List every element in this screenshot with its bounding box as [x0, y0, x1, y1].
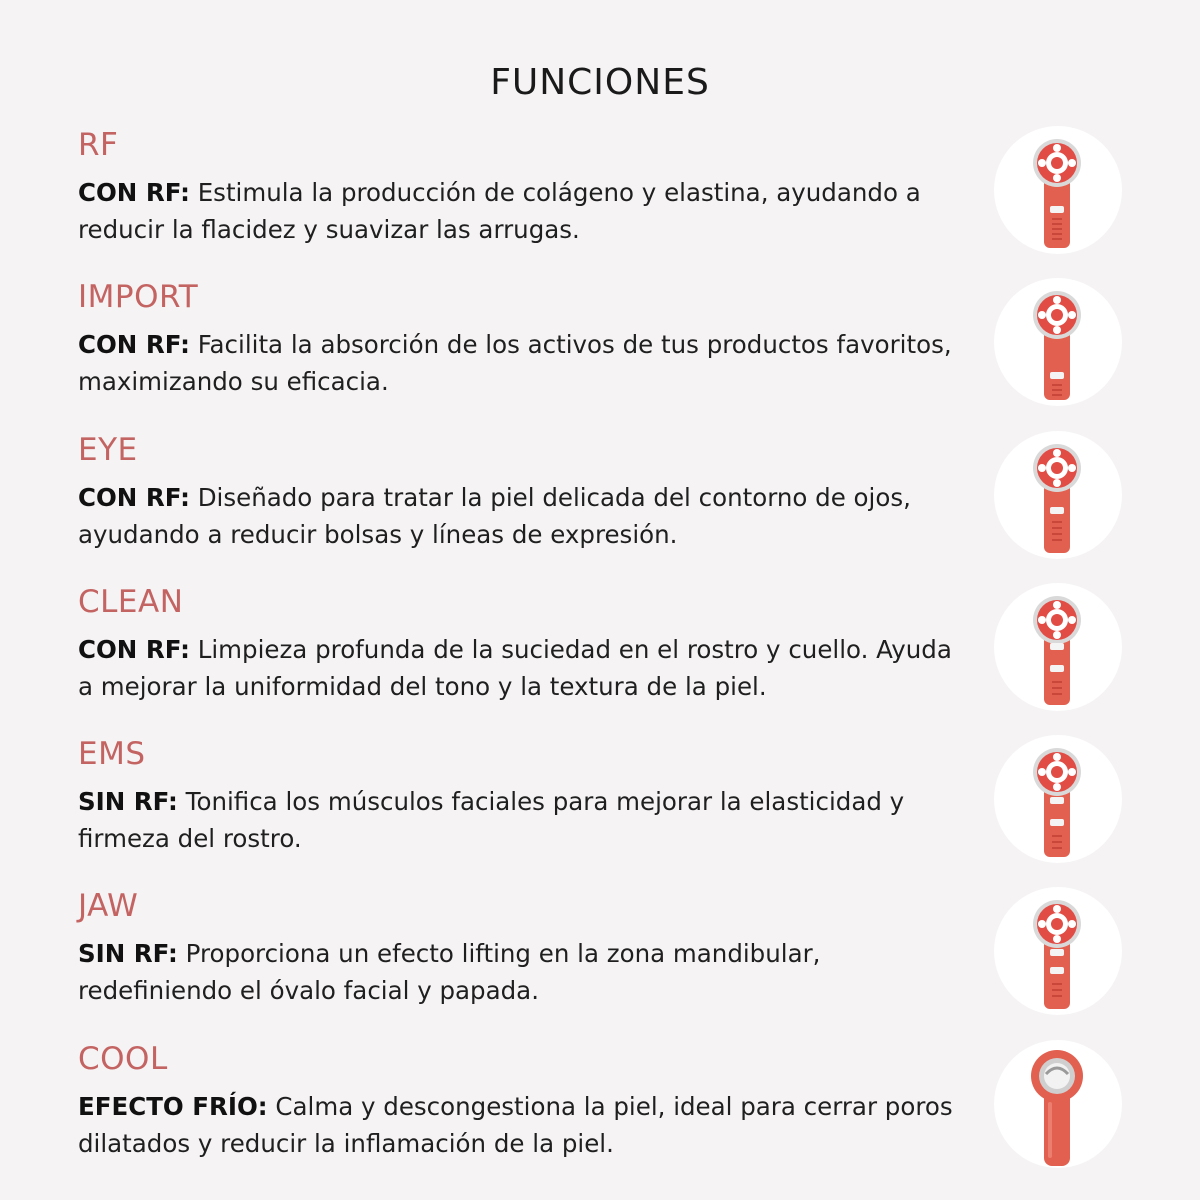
function-name: EMS: [78, 736, 146, 773]
device-eye-icon: [994, 431, 1122, 559]
function-text: Limpieza profunda de la suciedad en el rostro y cuello. Ayuda a mejorar la uniformidad del tono y la textura de la piel.: [78, 634, 952, 701]
function-item-jaw: [78, 883, 1138, 1035]
page-title: FUNCIONES: [490, 62, 710, 103]
function-name: JAW: [78, 888, 139, 925]
import-device-icon: [994, 278, 1122, 406]
function-item-cool: [78, 1036, 1138, 1188]
rf-device-icon: [994, 126, 1122, 254]
function-item-rf: [78, 122, 1138, 274]
device-jaw-icon: [994, 887, 1122, 1015]
function-name: EYE: [78, 431, 138, 468]
eye-device-icon: [994, 431, 1122, 559]
device-clean-icon: [994, 583, 1122, 711]
jaw-device-icon: [994, 887, 1122, 1015]
device-cool-icon: [994, 1040, 1122, 1168]
function-description: [78, 783, 958, 857]
device-import-icon: [994, 278, 1122, 406]
cool-device-icon: [994, 1040, 1122, 1168]
function-description: [78, 935, 958, 1009]
function-item-ems: [78, 731, 1138, 883]
function-lead: SIN RF:: [78, 787, 178, 817]
function-text: Calma y descongestiona la piel, ideal para cerrar poros dilatados y reducir la inflamación de la piel.: [78, 1091, 953, 1158]
device-rf-icon: [994, 126, 1122, 254]
function-text: Facilita la absorción de los activos de tus productos favoritos, maximizando su eficacia.: [78, 330, 952, 397]
function-lead: CON RF:: [78, 330, 190, 360]
function-text: Diseñado para tratar la piel delicada del contorno de ojos, ayudando a reducir bolsas y líneas de expresión.: [78, 482, 911, 549]
function-text: Tonifica los músculos faciales para mejorar la elasticidad y firmeza del rostro.: [78, 787, 905, 854]
function-description: [78, 479, 958, 553]
function-description: [78, 1088, 958, 1162]
function-description: [78, 174, 958, 248]
function-name: COOL: [78, 1040, 168, 1077]
device-ems-icon: [994, 735, 1122, 863]
function-lead: SIN RF:: [78, 939, 178, 969]
function-description: [78, 326, 958, 400]
function-item-import: [78, 274, 1138, 426]
function-text: Estimula la producción de colágeno y elastina, ayudando a reducir la flacidez y suavizar las arrugas.: [78, 178, 921, 244]
ems-device-icon: [994, 735, 1122, 863]
function-lead: EFECTO FRÍO:: [78, 1091, 268, 1121]
function-item-eye: [78, 427, 1138, 579]
function-lead: CON RF:: [78, 634, 190, 664]
clean-device-icon: [994, 583, 1122, 711]
function-name: RF: [78, 127, 119, 163]
function-list: [78, 122, 1138, 1188]
function-item-clean: [78, 579, 1138, 731]
function-lead: CON RF:: [78, 178, 190, 207]
function-lead: CON RF:: [78, 482, 190, 512]
function-text: Proporciona un efecto lifting en la zona mandibular, redefiniendo el óvalo facial y papada.: [78, 939, 821, 1006]
function-description: [78, 631, 958, 705]
function-name: IMPORT: [78, 279, 199, 316]
function-name: CLEAN: [78, 583, 184, 620]
